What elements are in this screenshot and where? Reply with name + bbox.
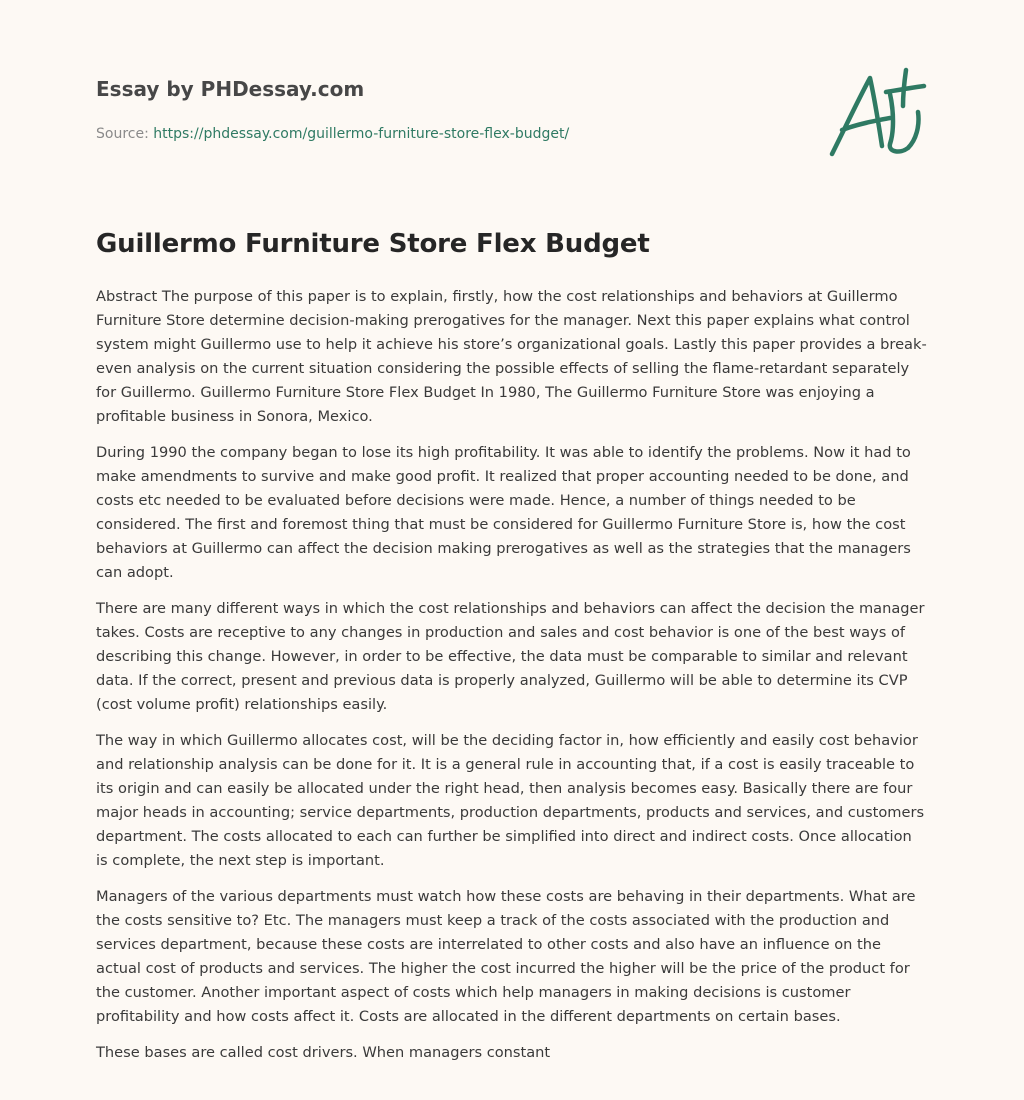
- site-name: Essay by PHDessay.com: [96, 77, 365, 101]
- paragraph: Managers of the various departments must watch how these costs are behaving in their departments. What are the costs sensitive to? Etc. The managers must keep a track of the costs associated with the production and services department, because these costs are interrelated to other costs and also have an influence on the actual cost of products and services. The higher the cost incurred the higher will be the price of the product for the customer. Another important aspect of costs which help managers in making decisions is customer profitability and how costs affect it. Costs are allocated in the different departments on certain bases.: [96, 888, 916, 1025]
- a-plus-logo-icon: [824, 66, 928, 162]
- article-body: [96, 285, 928, 1077]
- source-link[interactable]: https://phdessay.com/guillermo-furniture-store-flex-budget/: [153, 126, 570, 142]
- source-line: [96, 124, 569, 144]
- page-title: Guillermo Furniture Store Flex Budget: [96, 229, 650, 259]
- paragraph: These bases are called cost drivers. When managers constant: [96, 1044, 551, 1061]
- paragraph: During 1990 the company began to lose its high profitability. It was able to identify the problems. Now it had to make amendments to survive and make good profit. It realized that proper accounting needed to be done, and costs etc needed to be evaluated before decisions were made. Hence, a number of things needed to be considered. The first and foremost thing that must be considered for Guillermo Furniture Store is, how the cost behaviors at Guillermo can affect the decision making prerogatives as well as the strategies that the managers can adopt.: [96, 444, 911, 581]
- paragraph: Abstract The purpose of this paper is to explain, firstly, how the cost relationships and behaviors at Guillermo Furniture Store determine decision-making prerogatives for the manager. Next this paper explains what control system might Guillermo use to help it achieve his store’s organizational goals. Lastly this paper provides a break-even analysis on the current situation considering the possible effects of selling the flame-retardant separately for Guillermo. Guillermo Furniture Store Flex Budget In 1980, The Guillermo Furniture Store was enjoying a profitable business in Sonora, Mexico.: [96, 288, 927, 425]
- header: [96, 74, 928, 174]
- source-label: Source:: [96, 126, 154, 142]
- paragraph: The way in which Guillermo allocates cost, will be the deciding factor in, how efficiently and easily cost behavior and relationship analysis can be done for it. It is a general rule in accounting that, if a cost is easily traceable to its origin and can easily be allocated under the right head, then analysis becomes easy. Basically there are four major heads in accounting; service departments, production departments, products and services, and customers department. The costs allocated to each can further be simplified into direct and indirect costs. Once allocation is complete, the next step is important.: [96, 732, 925, 869]
- paragraph: There are many different ways in which the cost relationships and behaviors can affect the decision the manager takes. Costs are receptive to any changes in production and sales and cost behavior is one of the best ways of describing this change. However, in order to be effective, the data must be comparable to similar and relevant data. If the correct, present and previous data is properly analyzed, Guillermo will be able to determine its CVP (cost volume profit) relationships easily.: [96, 600, 925, 713]
